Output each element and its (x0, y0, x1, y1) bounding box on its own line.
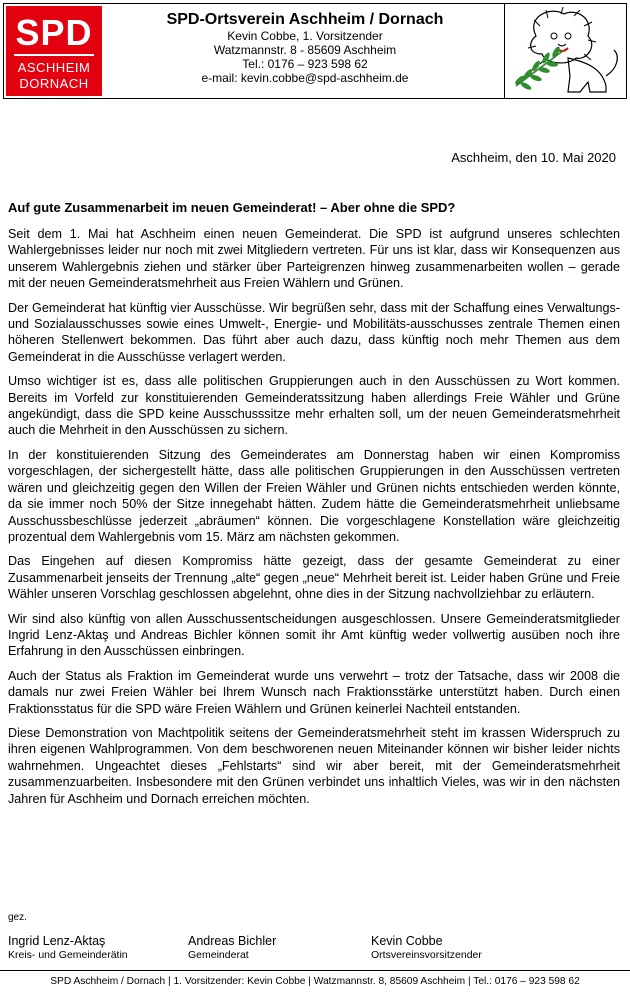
signature-block (188, 934, 276, 962)
paragraph: Das Eingehen auf diesen Kompromiss hätte gezeigt, dass der gesamte Gemeinderat zu einer Zusammenarbeit jenseits der Trennung „alte“ gegen „neue“ Mehrheit bereit ist. Leider haben Grüne und Freie Wähler unseren Vorschlag geschlossen abgelehnt, ohne dies in der Sitzung nachvollziehbar zu erläutern. (8, 554, 620, 602)
org-person: Kevin Cobbe, 1. Vorsitzender (227, 29, 383, 43)
letter-title: Auf gute Zusammenarbeit im neuen Gemeinderat! – Aber ohne die SPD? (8, 200, 456, 215)
letter-footer: SPD Aschheim / Dornach | 1. Vorsitzender: Kevin Cobbe | Watzmannstr. 8, 85609 Aschheim | Tel.: 0176 – 923 598 62 (50, 976, 580, 987)
letterhead (3, 3, 627, 99)
gez-label: gez. (8, 912, 27, 923)
signature-role: Ortsvereinsvorsitzender (371, 949, 482, 961)
letter-body (8, 226, 620, 815)
lion-mascot-icon (506, 6, 624, 96)
signature-block (371, 934, 482, 962)
paragraph: Umso wichtiger ist es, dass alle politischen Gruppierungen auch in den Ausschüssen zu Wort kommen. Bereits im Vorfeld zur konstituierenden Gemeinderatssitzung haben allerdings Freie Wähler und Grüne angekündigt, dass die SPD keine Ausschusssitze mehr erhalten soll, um der neuen Gemeinderatsmehrheit auch die Mehrheit in den Ausschüssen zu sichern. (8, 374, 620, 438)
signature-role: Kreis- und Gemeinderätin (8, 949, 128, 961)
org-street: Watzmannstr. 8 - 85609 Aschheim (213, 43, 397, 57)
paragraph: Auch der Status als Fraktion im Gemeinderat wurde uns verwehrt – trotz der Tatsache, dass wir 2008 die damals nur zwei Freien Wähler bei Ihrem Wunsch nach Fraktionsstärke unterstützt haben. Durch einen Fraktionsstatus für die SPD wäre Freien Wählern und Grünen keinerlei Nachteil entstanden. (8, 668, 620, 716)
signature-name: Andreas Bichler (188, 934, 277, 948)
spd-logo (6, 6, 102, 96)
paragraph: In der konstituierenden Sitzung des Gemeinderates am Donnerstag haben wir einen Kompromiss vorgeschlagen, der sichergestellt hätte, dass alle politischen Gruppierungen in den Ausschüssen vertreten wären und gleichzeitig gegen den Willen der Freien Wähler und Grünen nichts entschieden werden könnte, da sie immer noch 50% der Sitze innegehabt hätten. Zudem hätte die Gemeinderatsmehrheit unliebsame Ausschussbeschlüsse jederzeit „abräumen“ können. Die vorgeschlagene Konstellation wäre gleichzeitig prozentual dem Wahlergebnis vom 15. März am nächsten gekommen. (8, 447, 620, 544)
paragraph: Diese Demonstration von Machtpolitik seitens der Gemeinderatsmehrheit steht im krassen Widerspruch zu ihren eigenen Wahlprogrammen. Von dem beschworenen neuen Miteinander können wir bisher leider nichts wahrnehmen. Ungeachtet dieses „Fehlstarts“ sind wir aber bereit, mit der Gemeinderatsmehrheit zusammenzuarbeiten. Insbesondere mit den Grünen verbindet uns inhaltlich Vieles, was wir in den nächsten Jahren für Aschheim und Dornach erreichen möchten. (8, 725, 620, 806)
letterhead-address (106, 4, 505, 98)
logo-line-2: DORNACH (19, 76, 89, 91)
signature-name: Ingrid Lenz-Aktaş (8, 934, 106, 948)
org-phone: Tel.: 0176 – 923 598 62 (242, 57, 368, 71)
org-name: SPD-Ortsverein Aschheim / Dornach (166, 11, 444, 28)
logo-spd-text: SPD (15, 12, 93, 53)
signature-block (8, 934, 128, 962)
footer-divider (0, 970, 630, 971)
paragraph: Seit dem 1. Mai hat Aschheim einen neuen Gemeinderat. Die SPD ist aufgrund unseres schlechten Wahlergebnisses leider nur noch mit zwei Mitgliedern vertreten. Für uns ist klar, dass wir Konsequenzen aus unserem Wahlergebnis ziehen und stärker über Parteigrenzen hinweg zusammenarbeiten wollen – gerade mit der neuen Gemeinderatsmehrheit aus Freien Wählern und Grünen. (8, 227, 620, 291)
paragraph: Der Gemeinderat hat künftig vier Ausschüsse. Wir begrüßen sehr, dass mit der Schaffung eines Verwaltungs- und Sozialausschusses sowie eines Umwelt-, Energie- und Mobilitäts-ausschusses zentrale Themen einen höheren Stellenwert bekommen. Das führt aber auch dazu, dass künftig noch mehr Themen aus dem Gemeinderat in die Ausschüsse verlagert werden. (8, 300, 620, 364)
logo-line-1: ASCHHEIM (17, 60, 91, 75)
signature-name: Kevin Cobbe (371, 934, 443, 948)
org-email: e-mail: kevin.cobbe@spd-aschheim.de (201, 71, 409, 85)
letter-date: Aschheim, den 10. Mai 2020 (451, 150, 616, 165)
paragraph: Wir sind also künftig von allen Ausschussentscheidungen ausgeschlossen. Unsere Gemeinderatsmitglieder Ingrid Lenz-Aktaş und Andreas Bichler können somit ihr Amt künftig weder vollwertig ausüben noch ihre Erfahrung in den Ausschüssen einbringen. (8, 611, 620, 659)
signature-role: Gemeinderat (188, 949, 249, 961)
logo-divider (14, 54, 94, 56)
